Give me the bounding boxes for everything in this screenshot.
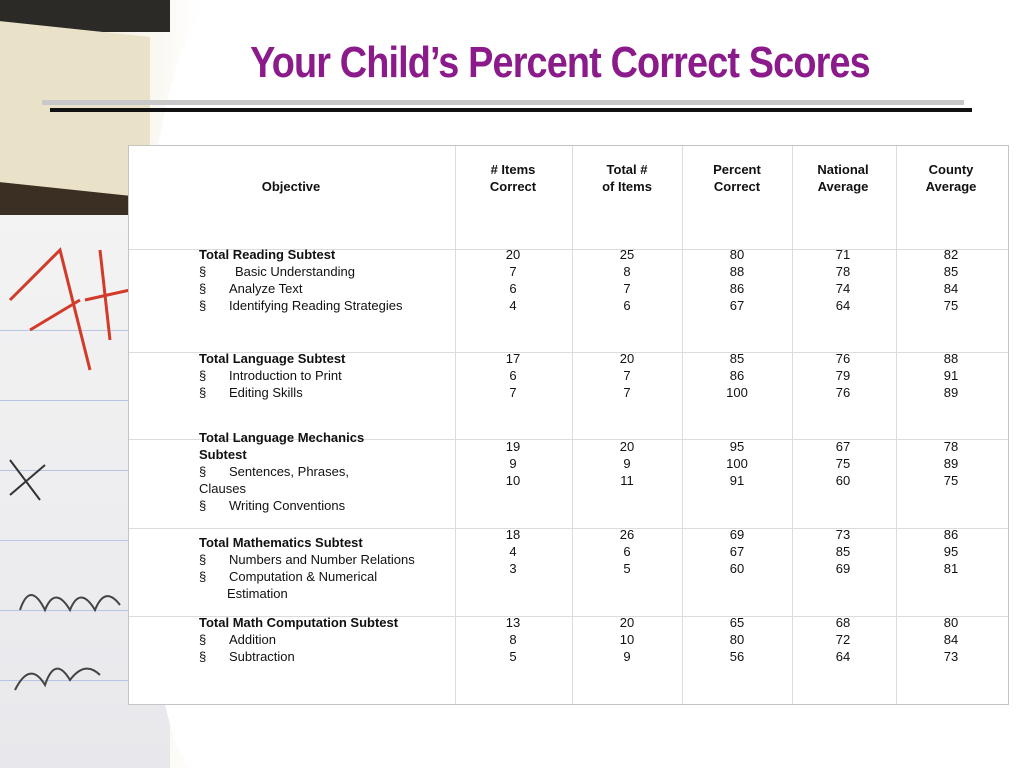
score-cell-national-average [793, 246, 893, 314]
score-value: 100 [726, 385, 748, 400]
subtest-title: Total Math Computation Subtest [199, 615, 399, 630]
score-value: 11 [620, 473, 634, 488]
score-value: 86 [729, 368, 745, 383]
score-value: 68 [835, 615, 851, 630]
score-value: 95 [943, 544, 959, 559]
objective-item: § Addition [199, 632, 276, 647]
score-value: 89 [943, 385, 959, 400]
score-value: 73 [943, 649, 959, 664]
score-value: 82 [943, 247, 959, 262]
scores-table [128, 145, 1009, 705]
bullet-icon: § [199, 385, 207, 400]
score-cell-national-average [793, 526, 893, 577]
score-cell-items-correct [463, 526, 563, 577]
objective-item: § Editing Skills [199, 385, 303, 400]
score-value: 20 [505, 247, 521, 262]
score-value: 73 [835, 527, 851, 542]
score-value: 67 [835, 439, 851, 454]
objective-cell [199, 350, 449, 401]
score-cell-total-items [577, 246, 677, 314]
score-cell-county-average [901, 438, 1001, 489]
score-value: 17 [505, 351, 521, 366]
score-value: 79 [835, 368, 851, 383]
score-value: 8 [509, 632, 517, 647]
objective-item: § Analyze Text [199, 281, 303, 296]
score-value: 7 [623, 281, 631, 296]
score-value: 6 [623, 298, 631, 313]
score-value: 78 [943, 439, 959, 454]
objective-cell [199, 614, 449, 665]
score-value: 9 [623, 456, 631, 471]
subtest-title: Total Mathematics Subtest [199, 535, 363, 550]
bullet-icon: § [199, 632, 207, 647]
title-rule-light [42, 100, 964, 105]
score-value: 91 [943, 368, 959, 383]
column-header: # Items Correct [489, 162, 537, 194]
score-value: 86 [729, 281, 745, 296]
score-cell-county-average [901, 614, 1001, 665]
score-value: 64 [835, 649, 851, 664]
bullet-icon: § [199, 498, 207, 513]
score-value: 6 [623, 544, 631, 559]
score-cell-national-average [793, 614, 893, 665]
score-value: 75 [943, 298, 959, 313]
score-value: 85 [729, 351, 745, 366]
score-value: 76 [835, 385, 851, 400]
score-cell-percent-correct [687, 350, 787, 401]
score-value: 6 [509, 368, 517, 383]
score-value: 78 [835, 264, 851, 279]
score-value: 8 [623, 264, 631, 279]
score-value: 20 [619, 439, 635, 454]
score-value: 7 [623, 385, 631, 400]
objective-item: § Introduction to Print [199, 368, 342, 383]
objective-item: § Subtraction [199, 649, 295, 664]
bullet-icon: § [199, 298, 207, 313]
title-rule-dark [50, 108, 972, 112]
score-value: 20 [619, 615, 635, 630]
score-value: 6 [509, 281, 517, 296]
score-value: 26 [619, 527, 635, 542]
bullet-icon: § [199, 464, 207, 479]
score-cell-county-average [901, 350, 1001, 401]
score-value: 84 [943, 281, 959, 296]
score-value: 20 [619, 351, 635, 366]
score-value: 3 [509, 561, 517, 576]
objective-cell: Total Mathematics Subtest § Numbers and Number Relations § Computation & Numerical Estimation [199, 534, 449, 602]
score-value: 25 [619, 247, 635, 262]
objective-item: § Writing Conventions [199, 498, 346, 513]
score-value: 81 [943, 561, 959, 576]
score-cell-total-items [577, 614, 677, 665]
score-cell-items-correct [463, 438, 563, 489]
score-value: 85 [835, 544, 851, 559]
score-cell-items-correct [463, 246, 563, 314]
score-value: 60 [729, 561, 745, 576]
score-value: 88 [943, 351, 959, 366]
score-cell-total-items [577, 438, 677, 489]
score-value: 100 [726, 456, 748, 471]
score-value: 67 [729, 298, 745, 313]
score-value: 19 [505, 439, 521, 454]
score-cell-items-correct [463, 350, 563, 401]
score-value: 7 [623, 368, 631, 383]
bullet-icon: § [199, 264, 207, 279]
score-value: 86 [943, 527, 959, 542]
score-value: 80 [729, 632, 745, 647]
score-value: 80 [943, 615, 959, 630]
score-value: 60 [835, 473, 851, 488]
score-value: 5 [509, 649, 517, 664]
objective-item: § Sentences, Phrases, Clauses [199, 464, 349, 496]
score-value: 4 [509, 298, 517, 313]
score-value: 56 [729, 649, 745, 664]
score-cell-county-average [901, 526, 1001, 577]
score-value: 13 [505, 615, 521, 630]
score-cell-total-items [577, 350, 677, 401]
score-value: 85 [943, 264, 959, 279]
column-header: Total # of Items [602, 162, 652, 194]
score-value: 9 [623, 649, 631, 664]
score-value: 5 [623, 561, 631, 576]
score-value: 64 [835, 298, 851, 313]
score-cell-items-correct [463, 614, 563, 665]
score-cell-county-average [901, 246, 1001, 314]
score-value: 71 [835, 247, 851, 262]
score-cell-national-average [793, 438, 893, 489]
score-value: 4 [509, 544, 517, 559]
score-value: 10 [505, 473, 521, 488]
score-cell-percent-correct [687, 246, 787, 314]
score-value: 7 [509, 264, 517, 279]
subtest-title: Total Reading Subtest [199, 247, 336, 262]
objective-item: § Identifying Reading Strategies [199, 298, 403, 313]
score-cell-national-average [793, 350, 893, 401]
subtest-title: Total Language Mechanics Subtest [199, 430, 365, 462]
score-value: 18 [505, 527, 521, 542]
score-value: 7 [509, 385, 517, 400]
objective-cell [199, 429, 394, 514]
score-value: 10 [619, 632, 635, 647]
bullet-icon: § [199, 569, 207, 584]
score-cell-percent-correct [687, 614, 787, 665]
score-value: 91 [729, 473, 745, 488]
subtest-title: Total Language Subtest [199, 351, 346, 366]
score-value: 74 [835, 281, 851, 296]
bullet-icon: § [199, 552, 207, 567]
objective-item: § Numbers and Number Relations [199, 552, 415, 567]
score-cell-total-items [577, 526, 677, 577]
column-header: County Average [925, 162, 977, 194]
score-value: 75 [835, 456, 851, 471]
column-header: Percent Correct [713, 162, 761, 194]
column-header: Objective [261, 179, 321, 194]
bullet-icon: § [199, 281, 207, 296]
score-value: 72 [835, 632, 851, 647]
objective-cell [199, 246, 449, 314]
score-value: 76 [835, 351, 851, 366]
score-value: 95 [729, 439, 745, 454]
column-header: National Average [817, 162, 869, 194]
score-value: 89 [943, 456, 959, 471]
score-value: 69 [729, 527, 745, 542]
objective-item: § Basic Understanding [199, 264, 355, 279]
objective-item: § Computation & Numerical [199, 569, 378, 584]
page-title: Your Child’s Percent Correct Scores [250, 38, 870, 87]
bullet-icon: § [199, 649, 207, 664]
bullet-icon: § [199, 368, 207, 383]
score-value: 69 [835, 561, 851, 576]
score-value: 84 [943, 632, 959, 647]
score-value: 9 [509, 456, 517, 471]
score-value: 75 [943, 473, 959, 488]
score-value: 67 [729, 544, 745, 559]
score-value: 80 [729, 247, 745, 262]
score-value: 65 [729, 615, 745, 630]
score-cell-percent-correct [687, 438, 787, 489]
score-cell-percent-correct [687, 526, 787, 577]
score-value: 88 [729, 264, 745, 279]
